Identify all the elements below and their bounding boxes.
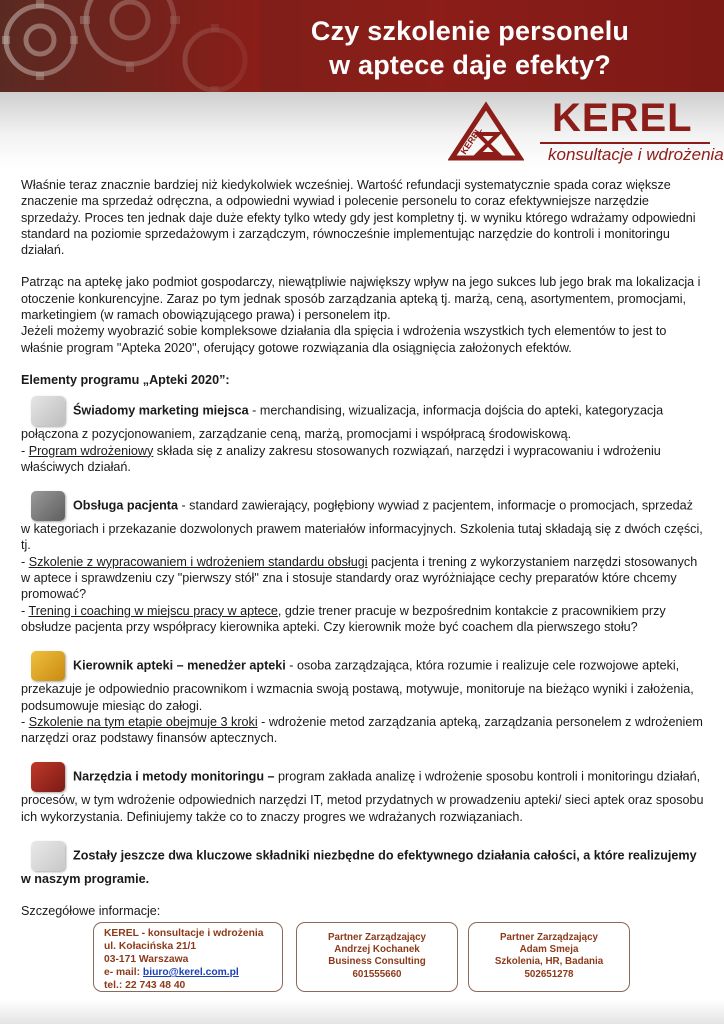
section-marketing: Świadomy marketing miejsca - merchandising, wizualizacja, informacja dojścia do apteki, kategoryzacja połączona z pozycjonowaniem, zarządzanie ceną, marżą, promocjami i współpracą środowiskową. - Program wdrożeniowy składa się z analizy zakresu stosowanych rozwiązań, narzędzi i wypracowaniu i wdrożeniu właściwych działań. [21, 396, 704, 475]
partner2-phone: 502651278 [524, 968, 574, 980]
contact-boxes [93, 922, 703, 994]
intro-paragraph-3: Jeżeli możemy wyobrazić sobie kompleksowe działania dla spięcia i wdrożenia wszystkich tych elementów to jest to właśnie program "Apteka 2020", oferujący gotowe rozwiązania dla osiągnięcia założonych efektów. [21, 324, 667, 355]
gold-square-icon [31, 651, 65, 681]
section-patient-link2-text: , gdzie trener pracuje w bezpośrednim kontakcie z pracownikiem przy obsłudze pacjenta przy współpracy kierownika apteki. Czy kierownik może być coachem dla pierwszego stołu? [21, 603, 666, 634]
red-square-icon [31, 762, 65, 792]
title-line-2: w aptece daje efekty? [329, 50, 611, 80]
contact-street: ul. Kołacińska 21/1 [104, 941, 197, 952]
section-marketing-link-text: składa się z analizy zakresu stosowanych rozwiązań, narzędzi i wypracowaniu i wdrożeniu właściwych działań. [21, 443, 661, 474]
header-banner [0, 0, 724, 92]
three-steps-link[interactable]: Szkolenie na tym etapie obejmuje 3 kroki [28, 714, 258, 729]
main-content [21, 177, 704, 920]
training-standard-link[interactable]: Szkolenie z wypracowaniem i wdrożeniem standardu obsługi [28, 554, 368, 569]
partner-box-1 [296, 922, 458, 992]
contact-email-link[interactable]: biuro@kerel.com.pl [142, 967, 239, 978]
contact-phone: tel.: 22 743 48 40 [104, 980, 186, 991]
logo-tagline: konsultacje i wdrożenia [548, 145, 724, 164]
section-patient-text: - standard zawierający, pogłębiony wywiad z pacjentem, informacje o promocjach, sprzedaż w kategoriach i przekazanie dozwolonych prawem materiałów informacyjnych. Szkolenia tutaj składają się z dwóch części, tj. [21, 498, 703, 553]
section-manager-text: - osoba zarządzająca, która rozumie i realizuje cele rozwojowe apteki, przekazuje je odpowiednio pracownikom i wzmacnia swoją postawą, motywuje, monitoruje na bieżąco wyniki i założenia, podsumowuje miesiąc do załogi. [21, 658, 694, 713]
section-monitoring-text: program zakłada analizę i wdrożenie sposobu kontroli i monitoringu działań, procesów, w tym wdrożenie odpowiednich narzędzi IT, metod przydatnych w prowadzeniu apteki/ sieci aptek oraz sposobu ich wykorzystania. Definiujemy także co to znaczy progres we wdrażanych rozwiązaniach. [21, 769, 704, 824]
partner1-phone: 601555660 [352, 968, 402, 980]
program-link[interactable]: Program wdrożeniowy [28, 443, 154, 458]
section-manager: Kierownik apteki – menedżer apteki - osoba zarządzająca, która rozumie i realizuje cele rozwojowe apteki, przekazuje je odpowiednio pracownikom i wzmacnia swoją postawą, motywuje, monitoruje na bieżąco wyniki i założenia, podsumowuje miesiąc do załogi. - Szkolenie na tym etapie obejmuje 3 kroki - wdrożenie metod zarządzania apteką, zarządzania personelem z wdrożeniem narzędzi oraz podstawy finansów aptecznych. [21, 651, 704, 746]
section-remaining-title: Zostały jeszcze dwa kluczowe składniki niezbędne do efektywnego działania całości, a które realizujemy w naszym programie. [21, 848, 697, 887]
program-heading: Elementy programu „Apteki 2020”: [21, 372, 230, 387]
intro-paragraph-2: Patrząc na aptekę jako podmiot gospodarczy, niewątpliwie największy wpływ na jego sukces lub jego brak ma lokalizacja i otoczenie konkurencyjne. Zaraz po tym jednak sposób zarządzania apteką tj. marżą, ceną, asortymentem, promocjami, marketingiem (w ramach obowiązującego prawa) i personelem itp. [21, 275, 701, 323]
footer-fade [0, 1000, 724, 1024]
section-patient: Obsługa pacjenta - standard zawierający, pogłębiony wywiad z pacjentem, informacje o promocjach, sprzedaż w kategoriach i przekazanie dozwolonych prawem materiałów informacyjnych. Szkolenia tutaj składają się z dwóch części, tj. - Szkolenie z wypracowaniem i wdrożeniem standardu obsługi pacjenta i trening z wykorzystaniem narzędzi stosowanych w aptece i sprawdzeniu czy "pierwszy stół" zna i stosuje standardy oraz wyróżniające cechy preparatów które chcemy promować? - Trening i coaching w miejscu pracy w aptece, gdzie trener pracuje w bezpośrednim kontakcie z pracownikiem przy obsłudze pacjenta przy współpracy kierownika apteki. Czy kierownik może być coachem dla pierwszego stołu? [21, 491, 704, 635]
partner1-role: Partner Zarządzający [327, 932, 427, 943]
contact-city: 03-171 Warszawa [104, 954, 189, 965]
section-remaining [21, 841, 704, 887]
intro-paragraph-1: Właśnie teraz znacznie bardziej niż kiedykolwiek wcześniej. Wartość refundacji systematycznie spada coraz większe znaczenie ma sprzedaż odręczna, a odpowiedni wywiad i polecenie personelu to coraz efektywniejsze narzędzie sprzedaży. Proces ten jednak daje duże efekty tylko wtedy gdy jest kompletny tj. w wyniku którego wdrażamy odpowiedni standard na poziomie sprzedażowym i zarządczym, równocześnie implementując narzędzie do kontroli i monitoringu działań. [21, 178, 696, 258]
dark-gray-square-icon [31, 491, 65, 521]
section-patient-link1-text: pacjenta i trening z wykorzystaniem narzędzi stosowanych w aptece i sprawdzeniu czy "pierwszy stół" zna i stosuje standardy oraz wyróżniające cechy preparatów które chcemy promować? [21, 554, 698, 602]
logo-mark-text: KEREL [458, 125, 484, 157]
page-title [230, 14, 710, 82]
logo-underline [540, 142, 710, 144]
section-monitoring-title: Narzędzia i metody monitoringu – [73, 769, 275, 784]
gears-graphic [0, 0, 260, 92]
section-patient-title: Obsługa pacjenta [73, 498, 178, 513]
section-marketing-text: - merchandising, wizualizacja, informacja dojścia do apteki, kategoryzacja połączona z pozycjonowaniem, zarządzanie ceną, marżą, promocjami i współpracą środowiskową. [21, 403, 664, 442]
partner-box-2 [468, 922, 630, 992]
partner2-name: Adam Smeja [519, 944, 579, 956]
title-line-1: Czy szkolenie personelu [310, 16, 630, 46]
partner2-role: Partner Zarządzający [499, 932, 599, 943]
kerel-logo-icon [448, 100, 524, 166]
gray-square-icon [31, 396, 65, 426]
contact-company: KEREL - konsultacje i wdrożenia [104, 928, 264, 939]
section-manager-link-text: - wdrożenie metod zarządzania apteką, zarządzania personelem z wdrożeniem narzędzi oraz podstawy finansów aptecznych. [21, 714, 703, 746]
section-marketing-title: Świadomy marketing miejsca [73, 403, 249, 418]
details-label: Szczegółowe informacje: [21, 904, 161, 919]
partner1-name: Andrzej Kochanek [334, 944, 420, 956]
contact-email-label: e- mail: [104, 967, 143, 978]
section-monitoring [21, 762, 704, 825]
partner1-area: Business Consulting [328, 956, 426, 968]
section-manager-title: Kierownik apteki – menedżer apteki [73, 658, 286, 673]
coaching-link[interactable]: Trening i coaching w miejscu pracy w aptece [28, 603, 278, 618]
partner2-area: Szkolenia, HR, Badania [494, 956, 604, 968]
contact-box [93, 922, 283, 992]
light-square-icon [31, 841, 65, 871]
logo-name: KEREL [552, 96, 693, 140]
